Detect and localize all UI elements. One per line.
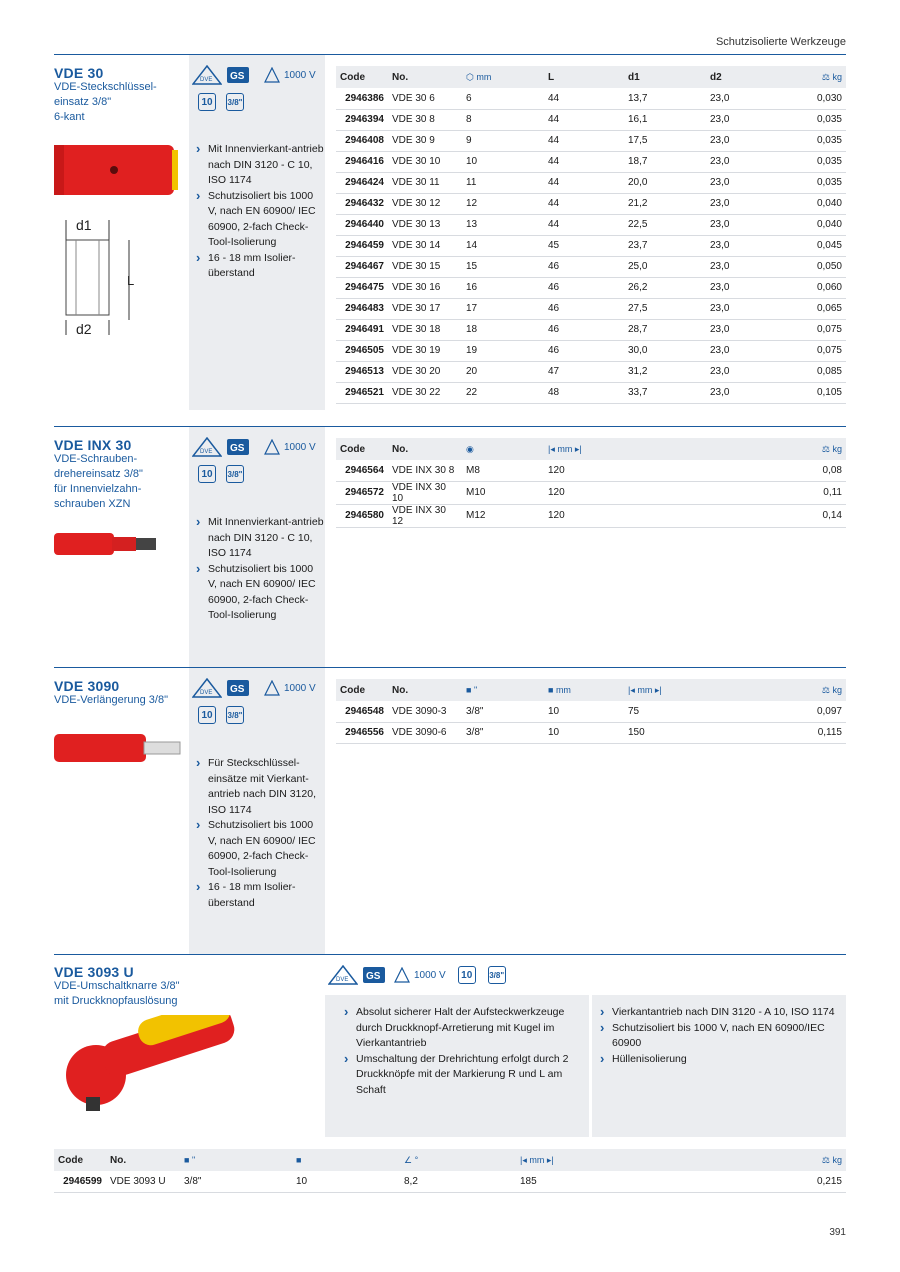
table-cell: 20 — [462, 361, 544, 382]
vde-mark-icon — [192, 678, 222, 698]
col-drive-inch: ■ " — [462, 679, 544, 701]
ratchet-image — [54, 1015, 254, 1127]
table-cell: 22 — [462, 382, 544, 403]
bit-socket-image — [54, 527, 184, 567]
table-row — [336, 481, 846, 504]
table-cell: 46 — [544, 277, 624, 298]
cell-code: 2946599 — [54, 1171, 106, 1192]
table-cell: 21,2 — [624, 193, 706, 214]
vde-mark-icon — [192, 65, 222, 85]
certification-row — [192, 678, 316, 698]
voltage-label: 1000 V — [284, 441, 316, 453]
cell-code: 2946440 — [336, 214, 388, 235]
table-cell: 185 — [516, 1171, 656, 1192]
table-cell: 120 — [544, 460, 624, 481]
gs-mark-icon — [226, 437, 250, 457]
cell-code: 2946408 — [336, 130, 388, 151]
feature-item: › Schutzisoliert bis 1000 V, nach EN 60900/ IEC 60900, 2-fach Check-Tool-Isolierung — [196, 818, 324, 880]
table-cell: VDE 30 11 — [388, 172, 462, 193]
table-row — [336, 151, 846, 172]
table-cell: 150 — [624, 722, 734, 743]
table-cell: VDE 3090-3 — [388, 701, 462, 722]
table-cell: 0,035 — [788, 151, 846, 172]
col-weight: ⚖ kg — [624, 438, 846, 460]
table-cell: 120 — [544, 481, 624, 504]
table-cell: 3/8" — [180, 1171, 292, 1192]
table-cell: 75 — [624, 701, 734, 722]
col-length: |◂ mm ▸| — [516, 1149, 656, 1171]
table-header-row — [336, 438, 846, 460]
table-cell: 23,0 — [706, 382, 788, 403]
col-length: |◂ mm ▸| — [544, 438, 624, 460]
table-cell: 44 — [544, 130, 624, 151]
high-voltage-icon — [264, 680, 280, 696]
svg-text:DVE: DVE — [336, 977, 349, 983]
feature-item: › Schutzisoliert bis 1000 V, nach EN 60900/ IEC 60900, 2-fach Check-Tool-Isolierung — [196, 562, 324, 624]
spec-table-vde3090 — [336, 679, 846, 744]
cell-code: 2946424 — [336, 172, 388, 193]
col-d2: d2 — [706, 66, 788, 88]
product-subtitle: VDE-Umschaltknarre 3/8" mit Druckknopfauslösung — [54, 980, 180, 1007]
feature-item: › Hüllenisolierung — [600, 1052, 840, 1068]
scale-icon: ⚖ — [821, 443, 833, 454]
table-cell: 46 — [544, 340, 624, 361]
size-10-badge: 10 — [198, 465, 216, 483]
table-row — [336, 701, 846, 722]
col-weight: ⚖ kg — [734, 679, 846, 701]
col-code: Code — [336, 438, 388, 460]
table-cell: 3/8" — [462, 722, 544, 743]
table-cell: VDE 30 18 — [388, 319, 462, 340]
svg-text:GS: GS — [366, 971, 381, 982]
col-drive-inch: ■ " — [180, 1149, 292, 1171]
col-code: Code — [336, 679, 388, 701]
length-icon: |◂ — [548, 443, 558, 454]
table-row — [336, 722, 846, 743]
table-cell: 20,0 — [624, 172, 706, 193]
product-subtitle: VDE-Verlängerung 3/8" — [54, 694, 168, 706]
angle-icon: ∠ — [404, 1154, 415, 1165]
table-row — [336, 460, 846, 481]
size-10-badge: 10 — [198, 93, 216, 111]
length-icon: |◂ — [520, 1154, 530, 1165]
table-cell: 45 — [544, 235, 624, 256]
cell-code: 2946521 — [336, 382, 388, 403]
dim-L-label: L — [127, 273, 135, 288]
voltage-label: 1000 V — [284, 682, 316, 694]
table-row — [336, 172, 846, 193]
table-cell: 23,0 — [706, 172, 788, 193]
table-cell: 0,105 — [788, 382, 846, 403]
size-10-badge: 10 — [458, 966, 476, 984]
table-cell: 8 — [462, 109, 544, 130]
product-subtitle: VDE-Steckschlüssel- einsatz 3/8" 6-kant — [54, 81, 157, 123]
table-cell: 16,1 — [624, 109, 706, 130]
table-cell: VDE 30 8 — [388, 109, 462, 130]
table-cell: 47 — [544, 361, 624, 382]
table-cell: VDE 3093 U — [106, 1171, 180, 1192]
svg-text:GS: GS — [230, 684, 245, 695]
feature-item: › 16 - 18 mm Isolier-überstand — [196, 251, 324, 282]
table-row — [336, 277, 846, 298]
table-cell: VDE 30 9 — [388, 130, 462, 151]
table-cell: 44 — [544, 214, 624, 235]
table-row — [336, 382, 846, 403]
table-cell: 10 — [544, 701, 624, 722]
table-cell: 31,2 — [624, 361, 706, 382]
table-cell: 27,5 — [624, 298, 706, 319]
svg-text:DVE: DVE — [200, 449, 213, 455]
size-10-badge: 10 — [198, 706, 216, 724]
table-cell: 23,0 — [706, 130, 788, 151]
square-drive-icon: ■ — [548, 684, 556, 695]
col-no: No. — [388, 679, 462, 701]
table-cell: 23,7 — [624, 235, 706, 256]
table-cell: 10 — [292, 1171, 400, 1192]
feature-list — [196, 756, 324, 911]
table-cell: 18 — [462, 319, 544, 340]
size-38-badge: 3/8" — [226, 706, 244, 724]
square-drive-icon: ■ — [466, 684, 474, 695]
cell-code: 2946475 — [336, 277, 388, 298]
cell-code: 2946483 — [336, 298, 388, 319]
table-row — [336, 193, 846, 214]
table-cell: 0,060 — [788, 277, 846, 298]
table-cell: VDE 3090-6 — [388, 722, 462, 743]
feature-list-right — [600, 1005, 840, 1067]
cell-code: 2946386 — [336, 88, 388, 109]
certification-row — [192, 437, 316, 457]
gs-mark-icon — [362, 965, 386, 985]
table-cell: 44 — [544, 109, 624, 130]
table-cell: 26,2 — [624, 277, 706, 298]
gs-mark-icon — [226, 65, 250, 85]
square-drive-icon: ■ — [296, 1154, 302, 1165]
size-38-badge: 3/8" — [488, 966, 506, 984]
table-cell: VDE 30 16 — [388, 277, 462, 298]
cell-code: 2946513 — [336, 361, 388, 382]
table-row — [336, 214, 846, 235]
table-cell: 0,050 — [788, 256, 846, 277]
page-header-title: Schutzisolierte Werkzeuge — [715, 36, 846, 48]
table-row — [336, 109, 846, 130]
table-cell: 22,5 — [624, 214, 706, 235]
scale-icon: ⚖ — [821, 684, 833, 695]
table-cell: VDE 30 13 — [388, 214, 462, 235]
table-cell: 23,0 — [706, 193, 788, 214]
table-row — [336, 298, 846, 319]
table-cell: 23,0 — [706, 256, 788, 277]
table-cell: 23,0 — [706, 277, 788, 298]
certification-row — [328, 965, 506, 985]
col-weight: ⚖ kg — [656, 1149, 846, 1171]
table-cell: 0,075 — [788, 319, 846, 340]
table-cell: 0,040 — [788, 214, 846, 235]
socket-dimension-diagram — [54, 215, 154, 345]
col-length: |◂ mm ▸| — [624, 679, 734, 701]
feature-item: › Schutzisoliert bis 1000 V, nach EN 60900/ IEC 60900, 2-fach Check-Tool-Isolierung — [196, 189, 324, 251]
svg-text:DVE: DVE — [200, 77, 213, 83]
size-38-badge: 3/8" — [226, 93, 244, 111]
cell-code: 2946416 — [336, 151, 388, 172]
cell-code: 2946564 — [336, 460, 388, 481]
table-cell: 23,0 — [706, 319, 788, 340]
feature-item: › Absolut sicherer Halt der Aufsteckwerkzeuge durch Druckknopf-Arretierung mit Kugel im Vierkantantrieb — [344, 1005, 576, 1052]
feature-list-left — [344, 1005, 576, 1098]
col-angle: ∠ ° — [400, 1149, 516, 1171]
table-cell: 0,045 — [788, 235, 846, 256]
table-cell: VDE 30 6 — [388, 88, 462, 109]
table-cell: 8,2 — [400, 1171, 516, 1192]
table-cell: 0,085 — [788, 361, 846, 382]
product-title: VDE INX 30 — [54, 437, 132, 453]
vde-mark-icon — [328, 965, 358, 985]
section-vde30 — [54, 55, 846, 410]
table-cell: 30,0 — [624, 340, 706, 361]
scale-icon: ⚖ — [821, 71, 833, 82]
table-cell: 0,040 — [788, 193, 846, 214]
table-cell: 9 — [462, 130, 544, 151]
product-subtitle: VDE-Schrauben- drehereinsatz 3/8" für Innenvielzahn- schrauben XZN — [54, 453, 143, 510]
table-cell: 16 — [462, 277, 544, 298]
feature-list — [196, 142, 324, 282]
table-cell: 0,08 — [624, 460, 846, 481]
table-cell: 0,035 — [788, 130, 846, 151]
scale-icon: ⚖ — [821, 1154, 833, 1165]
table-cell: 15 — [462, 256, 544, 277]
table-header-row — [336, 679, 846, 701]
vde-mark-icon — [192, 437, 222, 457]
table-cell: M8 — [462, 460, 544, 481]
feature-item: › Vierkantantrieb nach DIN 3120 - A 10, ISO 1174 — [600, 1005, 840, 1021]
col-drive-mm — [292, 1149, 400, 1171]
table-cell: 0,115 — [734, 722, 846, 743]
cell-code: 2946432 — [336, 193, 388, 214]
table-cell: VDE 30 10 — [388, 151, 462, 172]
table-cell: M12 — [462, 504, 544, 527]
feature-item: › Schutzisoliert bis 1000 V, nach EN 60900/IEC 60900 — [600, 1021, 840, 1052]
col-code: Code — [336, 66, 388, 88]
table-cell: VDE INX 30 8 — [388, 460, 462, 481]
page-number: 391 — [829, 1227, 846, 1238]
table-cell: VDE 30 12 — [388, 193, 462, 214]
table-row — [336, 361, 846, 382]
high-voltage-icon — [264, 439, 280, 455]
high-voltage-icon — [264, 67, 280, 83]
feature-item: › Mit Innenvierkant-antrieb nach DIN 3120 - C 10, ISO 1174 — [196, 515, 324, 562]
cell-code: 2946459 — [336, 235, 388, 256]
col-no: No. — [388, 438, 462, 460]
spec-table-vde3093u — [54, 1149, 846, 1193]
certification-row — [192, 65, 316, 85]
square-drive-icon: ■ — [184, 1154, 192, 1165]
table-row — [336, 340, 846, 361]
table-row — [336, 235, 846, 256]
spec-table-vde30 — [336, 66, 846, 404]
table-cell: 13 — [462, 214, 544, 235]
table-row — [336, 319, 846, 340]
voltage-label: 1000 V — [284, 69, 316, 81]
drive-badges — [198, 93, 244, 111]
cell-code: 2946548 — [336, 701, 388, 722]
table-cell: 0,11 — [624, 481, 846, 504]
table-cell: 0,075 — [788, 340, 846, 361]
svg-text:GS: GS — [230, 71, 245, 82]
size-38-badge: 3/8" — [226, 465, 244, 483]
col-d1: d1 — [624, 66, 706, 88]
table-row — [336, 256, 846, 277]
table-cell: 0,035 — [788, 109, 846, 130]
table-cell: 0,215 — [656, 1171, 846, 1192]
table-cell: 0,030 — [788, 88, 846, 109]
feature-item: › Für Steckschlüssel-einsätze mit Vierkant-antrieb nach DIN 3120, ISO 1174 — [196, 756, 324, 818]
table-cell: 0,065 — [788, 298, 846, 319]
cell-code: 2946572 — [336, 481, 388, 504]
feature-list — [196, 515, 324, 624]
table-cell: 18,7 — [624, 151, 706, 172]
table-cell: 23,0 — [706, 88, 788, 109]
cell-code: 2946467 — [336, 256, 388, 277]
table-cell: VDE 30 14 — [388, 235, 462, 256]
hex-icon: ⬡ — [466, 71, 477, 82]
table-cell: 33,7 — [624, 382, 706, 403]
table-cell: 44 — [544, 193, 624, 214]
col-code: Code — [54, 1149, 106, 1171]
svg-text:GS: GS — [230, 443, 245, 454]
table-row — [336, 504, 846, 527]
product-title: VDE 3093 U — [54, 964, 134, 980]
table-cell: 14 — [462, 235, 544, 256]
star-profile-icon: ◉ — [466, 443, 474, 454]
voltage-label: 1000 V — [414, 969, 446, 981]
cell-code: 2946394 — [336, 109, 388, 130]
table-cell: 0,035 — [788, 172, 846, 193]
table-cell: 23,0 — [706, 214, 788, 235]
table-cell: 11 — [462, 172, 544, 193]
table-cell: VDE INX 30 12 — [388, 504, 462, 527]
feature-item: › 16 - 18 mm Isolier-überstand — [196, 880, 324, 911]
table-cell: 13,7 — [624, 88, 706, 109]
table-cell: 0,097 — [734, 701, 846, 722]
cell-code: 2946556 — [336, 722, 388, 743]
table-cell: 48 — [544, 382, 624, 403]
drive-badges — [198, 465, 244, 483]
table-cell: 23,0 — [706, 298, 788, 319]
table-cell: VDE 30 17 — [388, 298, 462, 319]
feature-item: › Umschaltung der Drehrichtung erfolgt durch 2 Druckknöpfe mit der Markierung R und L am Schaft — [344, 1052, 576, 1099]
table-cell: 46 — [544, 256, 624, 277]
table-cell: 25,0 — [624, 256, 706, 277]
table-cell: 6 — [462, 88, 544, 109]
table-header-row — [336, 66, 846, 88]
table-cell: M10 — [462, 481, 544, 504]
high-voltage-icon — [394, 967, 410, 983]
table-cell: 10 — [544, 722, 624, 743]
table-cell: 12 — [462, 193, 544, 214]
table-cell: 46 — [544, 298, 624, 319]
table-cell: 17 — [462, 298, 544, 319]
product-title: VDE 3090 — [54, 678, 120, 694]
col-profile — [462, 438, 544, 460]
extension-image — [54, 730, 184, 770]
table-cell: 23,0 — [706, 340, 788, 361]
product-title: VDE 30 — [54, 65, 104, 81]
spec-table-vdeinx30 — [336, 438, 846, 528]
table-cell: 23,0 — [706, 361, 788, 382]
table-row — [54, 1171, 846, 1192]
table-cell: VDE 30 15 — [388, 256, 462, 277]
table-cell: 10 — [462, 151, 544, 172]
table-cell: VDE 30 20 — [388, 361, 462, 382]
table-cell: VDE 30 19 — [388, 340, 462, 361]
table-cell: 28,7 — [624, 319, 706, 340]
section-vdeinx30 — [54, 427, 846, 667]
table-cell: 23,0 — [706, 235, 788, 256]
col-no: No. — [106, 1149, 180, 1171]
table-cell: 44 — [544, 151, 624, 172]
table-cell: 120 — [544, 504, 624, 527]
section-vde3090 — [54, 668, 846, 954]
cell-code: 2946580 — [336, 504, 388, 527]
table-cell: 0,14 — [624, 504, 846, 527]
col-no: No. — [388, 66, 462, 88]
table-cell: 17,5 — [624, 130, 706, 151]
table-cell: 23,0 — [706, 151, 788, 172]
feature-item: › Mit Innenvierkant-antrieb nach DIN 3120 - C 10, ISO 1174 — [196, 142, 324, 189]
length-icon: |◂ — [628, 684, 638, 695]
table-cell: 19 — [462, 340, 544, 361]
table-cell: 3/8" — [462, 701, 544, 722]
section-vde3093u — [54, 955, 846, 1195]
table-cell: 23,0 — [706, 109, 788, 130]
table-cell: VDE INX 30 10 — [388, 481, 462, 504]
col-drive-mm: ■ mm — [544, 679, 624, 701]
drive-badges — [198, 706, 244, 724]
cell-code: 2946505 — [336, 340, 388, 361]
dim-d1-label: d1 — [76, 217, 92, 233]
col-length: L — [544, 66, 624, 88]
table-row — [336, 88, 846, 109]
svg-text:DVE: DVE — [200, 690, 213, 696]
gs-mark-icon — [226, 678, 250, 698]
table-header-row — [54, 1149, 846, 1171]
table-cell: VDE 30 22 — [388, 382, 462, 403]
table-cell: 46 — [544, 319, 624, 340]
table-cell: 44 — [544, 88, 624, 109]
col-hex-size: ⬡ mm — [462, 66, 544, 88]
table-row — [336, 130, 846, 151]
cell-code: 2946491 — [336, 319, 388, 340]
dim-d2-label: d2 — [76, 321, 92, 337]
table-cell: 44 — [544, 172, 624, 193]
col-weight: ⚖ kg — [788, 66, 846, 88]
